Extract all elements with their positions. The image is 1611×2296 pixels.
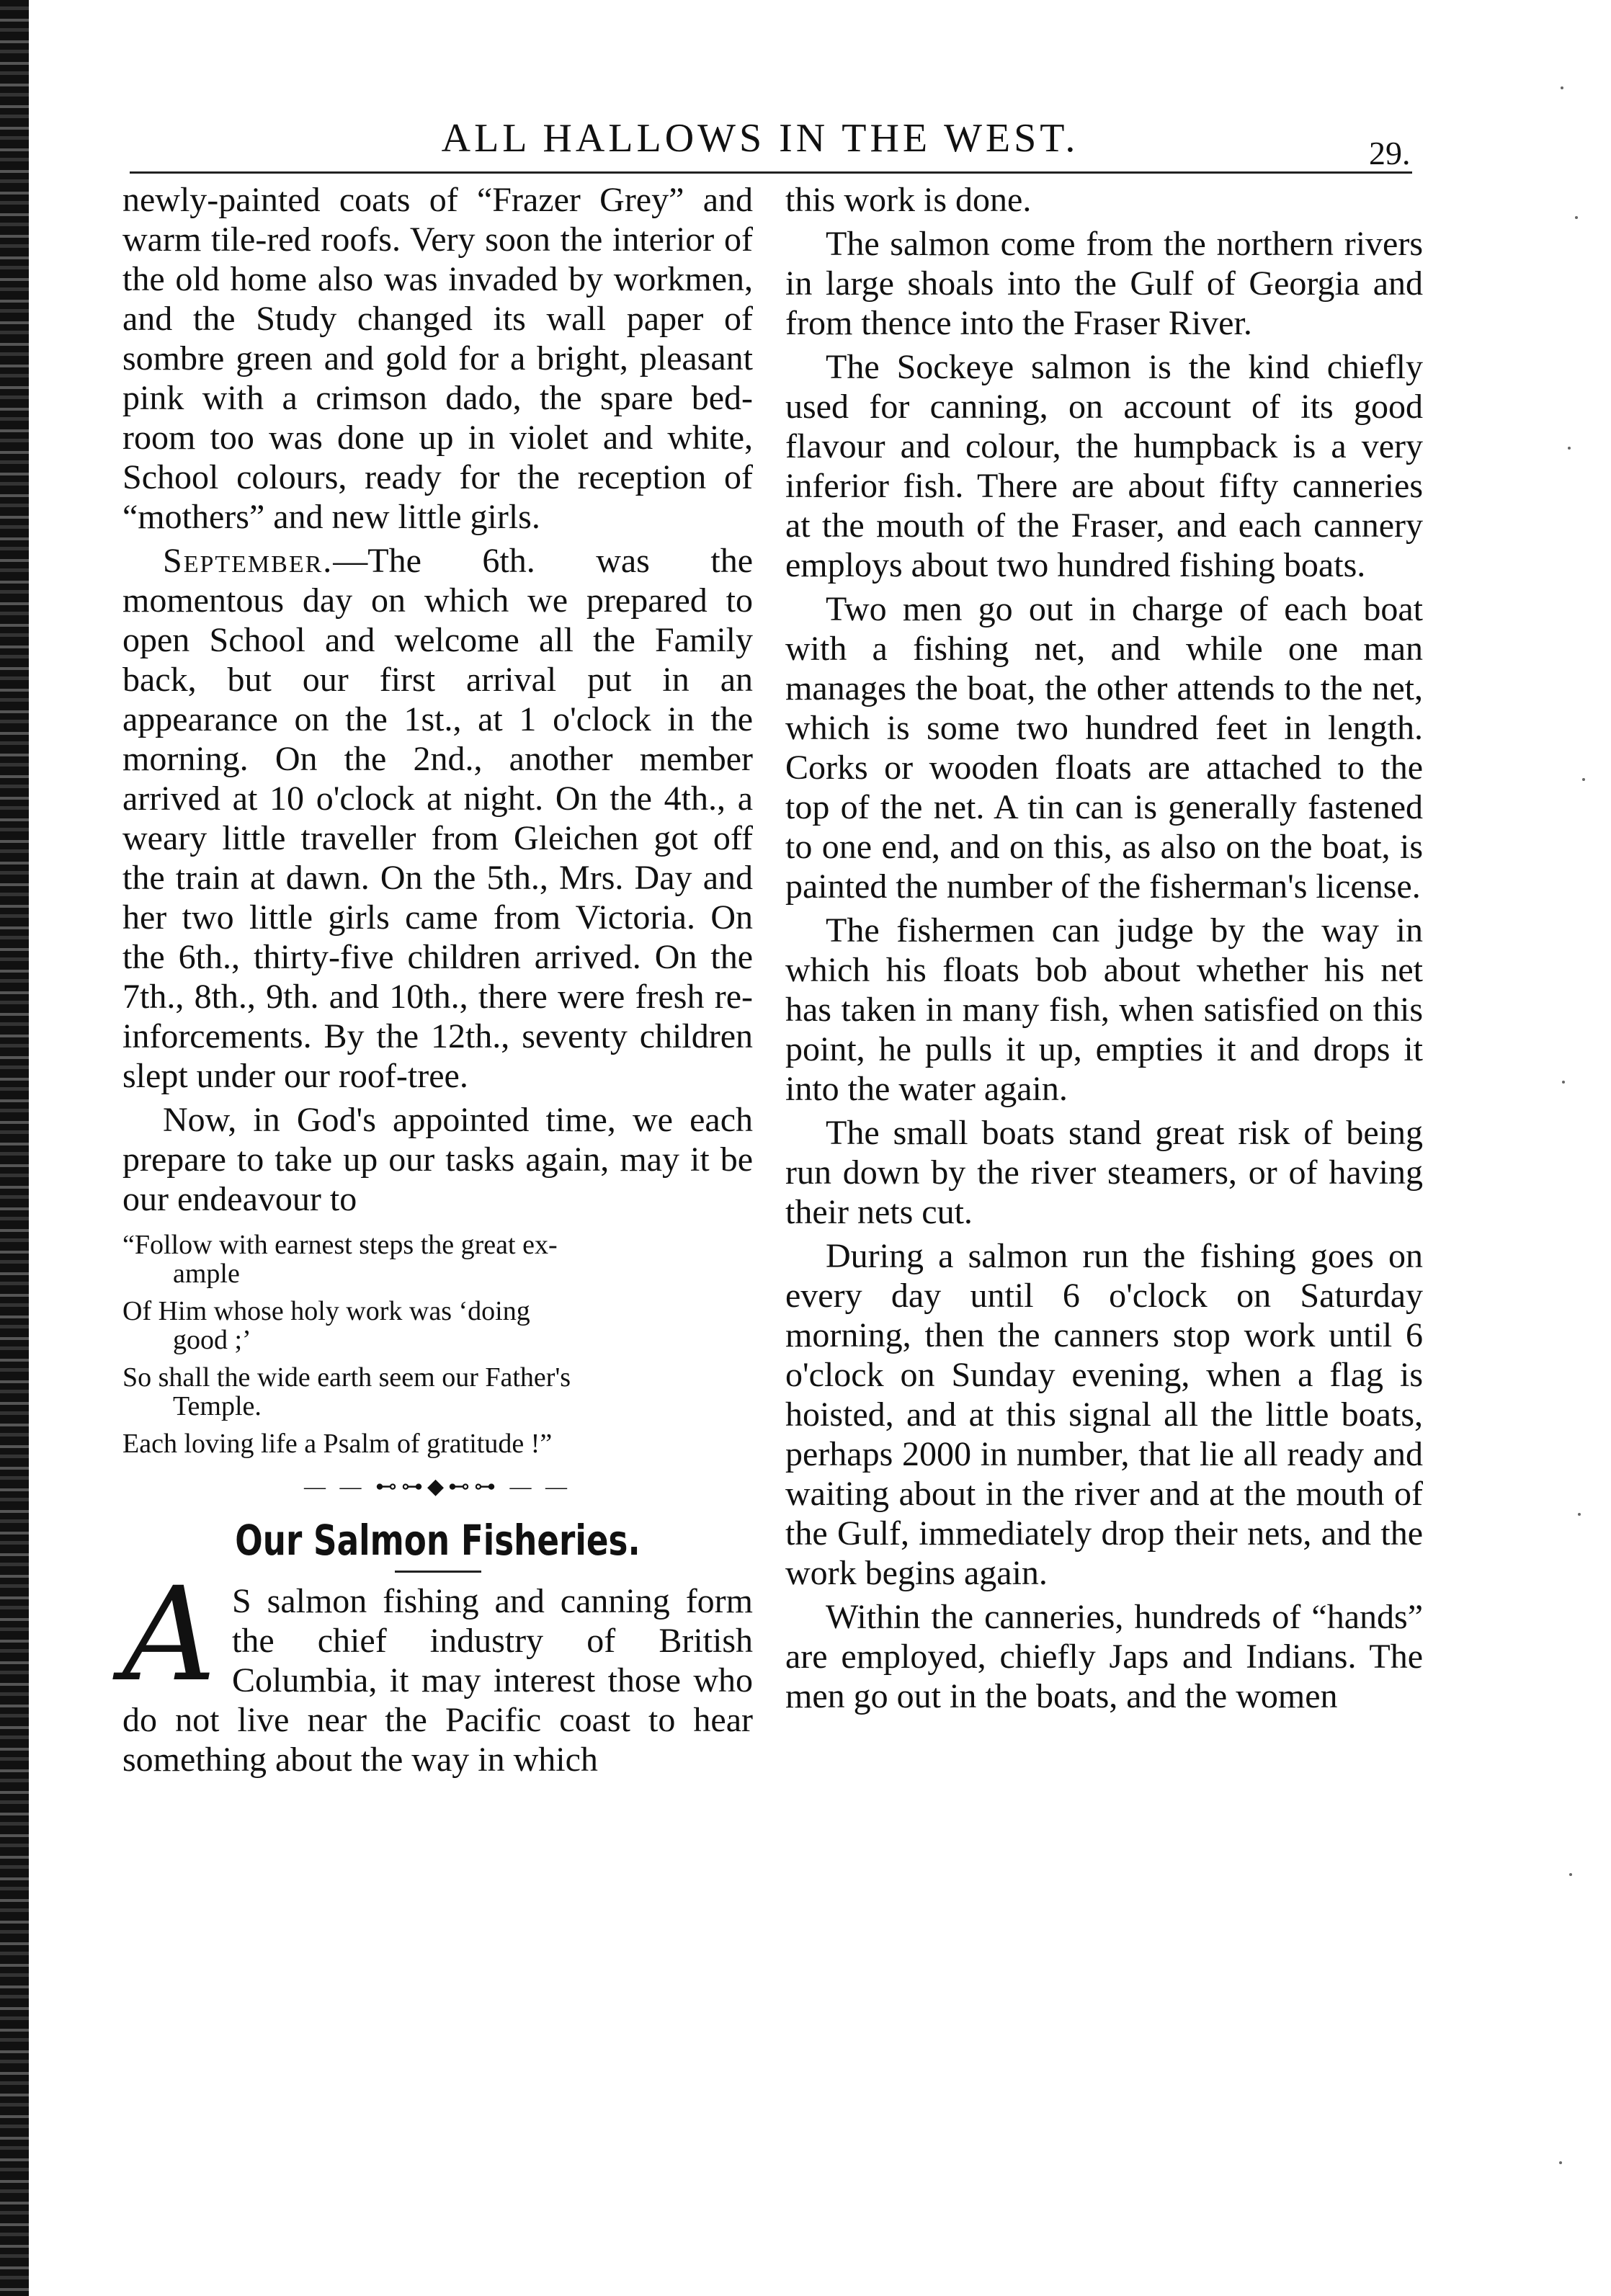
poem-line: Each loving life a Psalm of gratitude !” (122, 1429, 553, 1459)
paragraph: The small boats stand great risk of being run down by the river steamers, or of having their nets cut. (785, 1114, 1423, 1231)
title-rule (395, 1571, 481, 1573)
paragraph: newly-painted coats of “Frazer Grey” and warm tile-red roofs. Very soon the interior of the old home also was invaded by workmen, and the Study changed its wall paper of sombre green and gold for a bright, pleasant pink with a crimson dado, the spare bed-room too was done up in violet and white, School colours, ready for the reception of “mothers” and new little girls. (122, 181, 753, 536)
drop-cap: A (122, 1560, 216, 1710)
paragraph-dropcap (122, 1560, 753, 1779)
right-column (785, 180, 1423, 1720)
paragraph-text: —The 6th. was the momentous day on which we prepared to open School and welcome all the Family back, but our first arrival put in an appearance on the 1st., at 1 o'clock in the morning. On the 2nd., another member arrived at 10 o'clock at night. On the 4th., a weary little traveller from Gleichen got off the train at dawn. On the 5th., Mrs. Day and her two little girls came from Victoria. On the 6th., thirty-five children arrived. On the 7th., 8th., 9th. and 10th., there were fresh re-inforcements. By the 12th., seventy children slept under our roof-tree. (122, 542, 753, 1095)
running-header: ALL HALLOWS IN THE WEST. (441, 116, 1079, 161)
paragraph: The fishermen can judge by the way in which his floats bob about whether his net has taken in many fish, when satisfied on this point, he pulls it up, empties it and drops it into the water again. (785, 911, 1423, 1108)
section-title: Our Salmon Fisheries. (235, 1516, 641, 1565)
paragraph-september (122, 541, 753, 1096)
paragraph: The Sockeye salmon is the kind chiefly used for canning, on account of its good flavour and colour, the humpback is a very inferior fish. There are about fifty canneries at the mouth of the Fraser, and each cannery employs about two hundred fishing boats. (785, 348, 1423, 584)
paragraph: Within the canneries, hundreds of “hands” are employed, chiefly Japs and Indians. The men go out in the boats, and the women (785, 1598, 1423, 1715)
section-lead: September. (163, 542, 334, 580)
paragraph: Two men go out in charge of each boat with a fishing net, and while one man manages the boat, the other attends to the net, which is some two hundred feet in length. Corks or wooden floats are attached to the top of the net. A tin can is generally fastened to one end, and on this, as also on the boat, is painted the number of the fisherman's license. (785, 590, 1423, 906)
poem-line: “Follow with earnest steps the great ex- ample (122, 1230, 558, 1289)
scan-specks (1553, 0, 1597, 2296)
paragraph: Now, in God's appointed time, we each prepare to take up our tasks again, may it be our endeavour to (122, 1101, 753, 1218)
poem-line: So shall the wide earth seem our Father's Temple. (122, 1362, 571, 1421)
ornament-divider: — — ⊷⊶◆⊷⊶ — — (303, 1475, 572, 1498)
scanned-page-edge (0, 0, 29, 2296)
paragraph-text: S salmon fishing and canning form the chief industry of British Columbia, it may interest those who do not live near the Pacific coast to hear something about the way in which (122, 1582, 753, 1779)
paragraph: The salmon come from the northern rivers in large shoals into the Gulf of Georgia and from thence into the Fraser River. (785, 225, 1423, 342)
left-column (122, 180, 753, 1784)
paragraph: this work is done. (785, 181, 1032, 219)
header-rule (130, 171, 1412, 174)
paragraph: During a salmon run the fishing goes on every day until 6 o'clock on Saturday morning, then the canners stop work until 6 o'clock on Sunday evening, when a flag is hoisted, and at this signal all the little boats, perhaps 2000 in number, that lie all ready and waiting about in the river and at the mouth of the Gulf, immediately drop their nets, and the work begins again. (785, 1237, 1423, 1592)
poem-line: Of Him whose holy work was ‘doing good ;’ (122, 1296, 530, 1355)
page-number: 29. (1369, 135, 1411, 171)
poem-quote (122, 1230, 753, 1458)
